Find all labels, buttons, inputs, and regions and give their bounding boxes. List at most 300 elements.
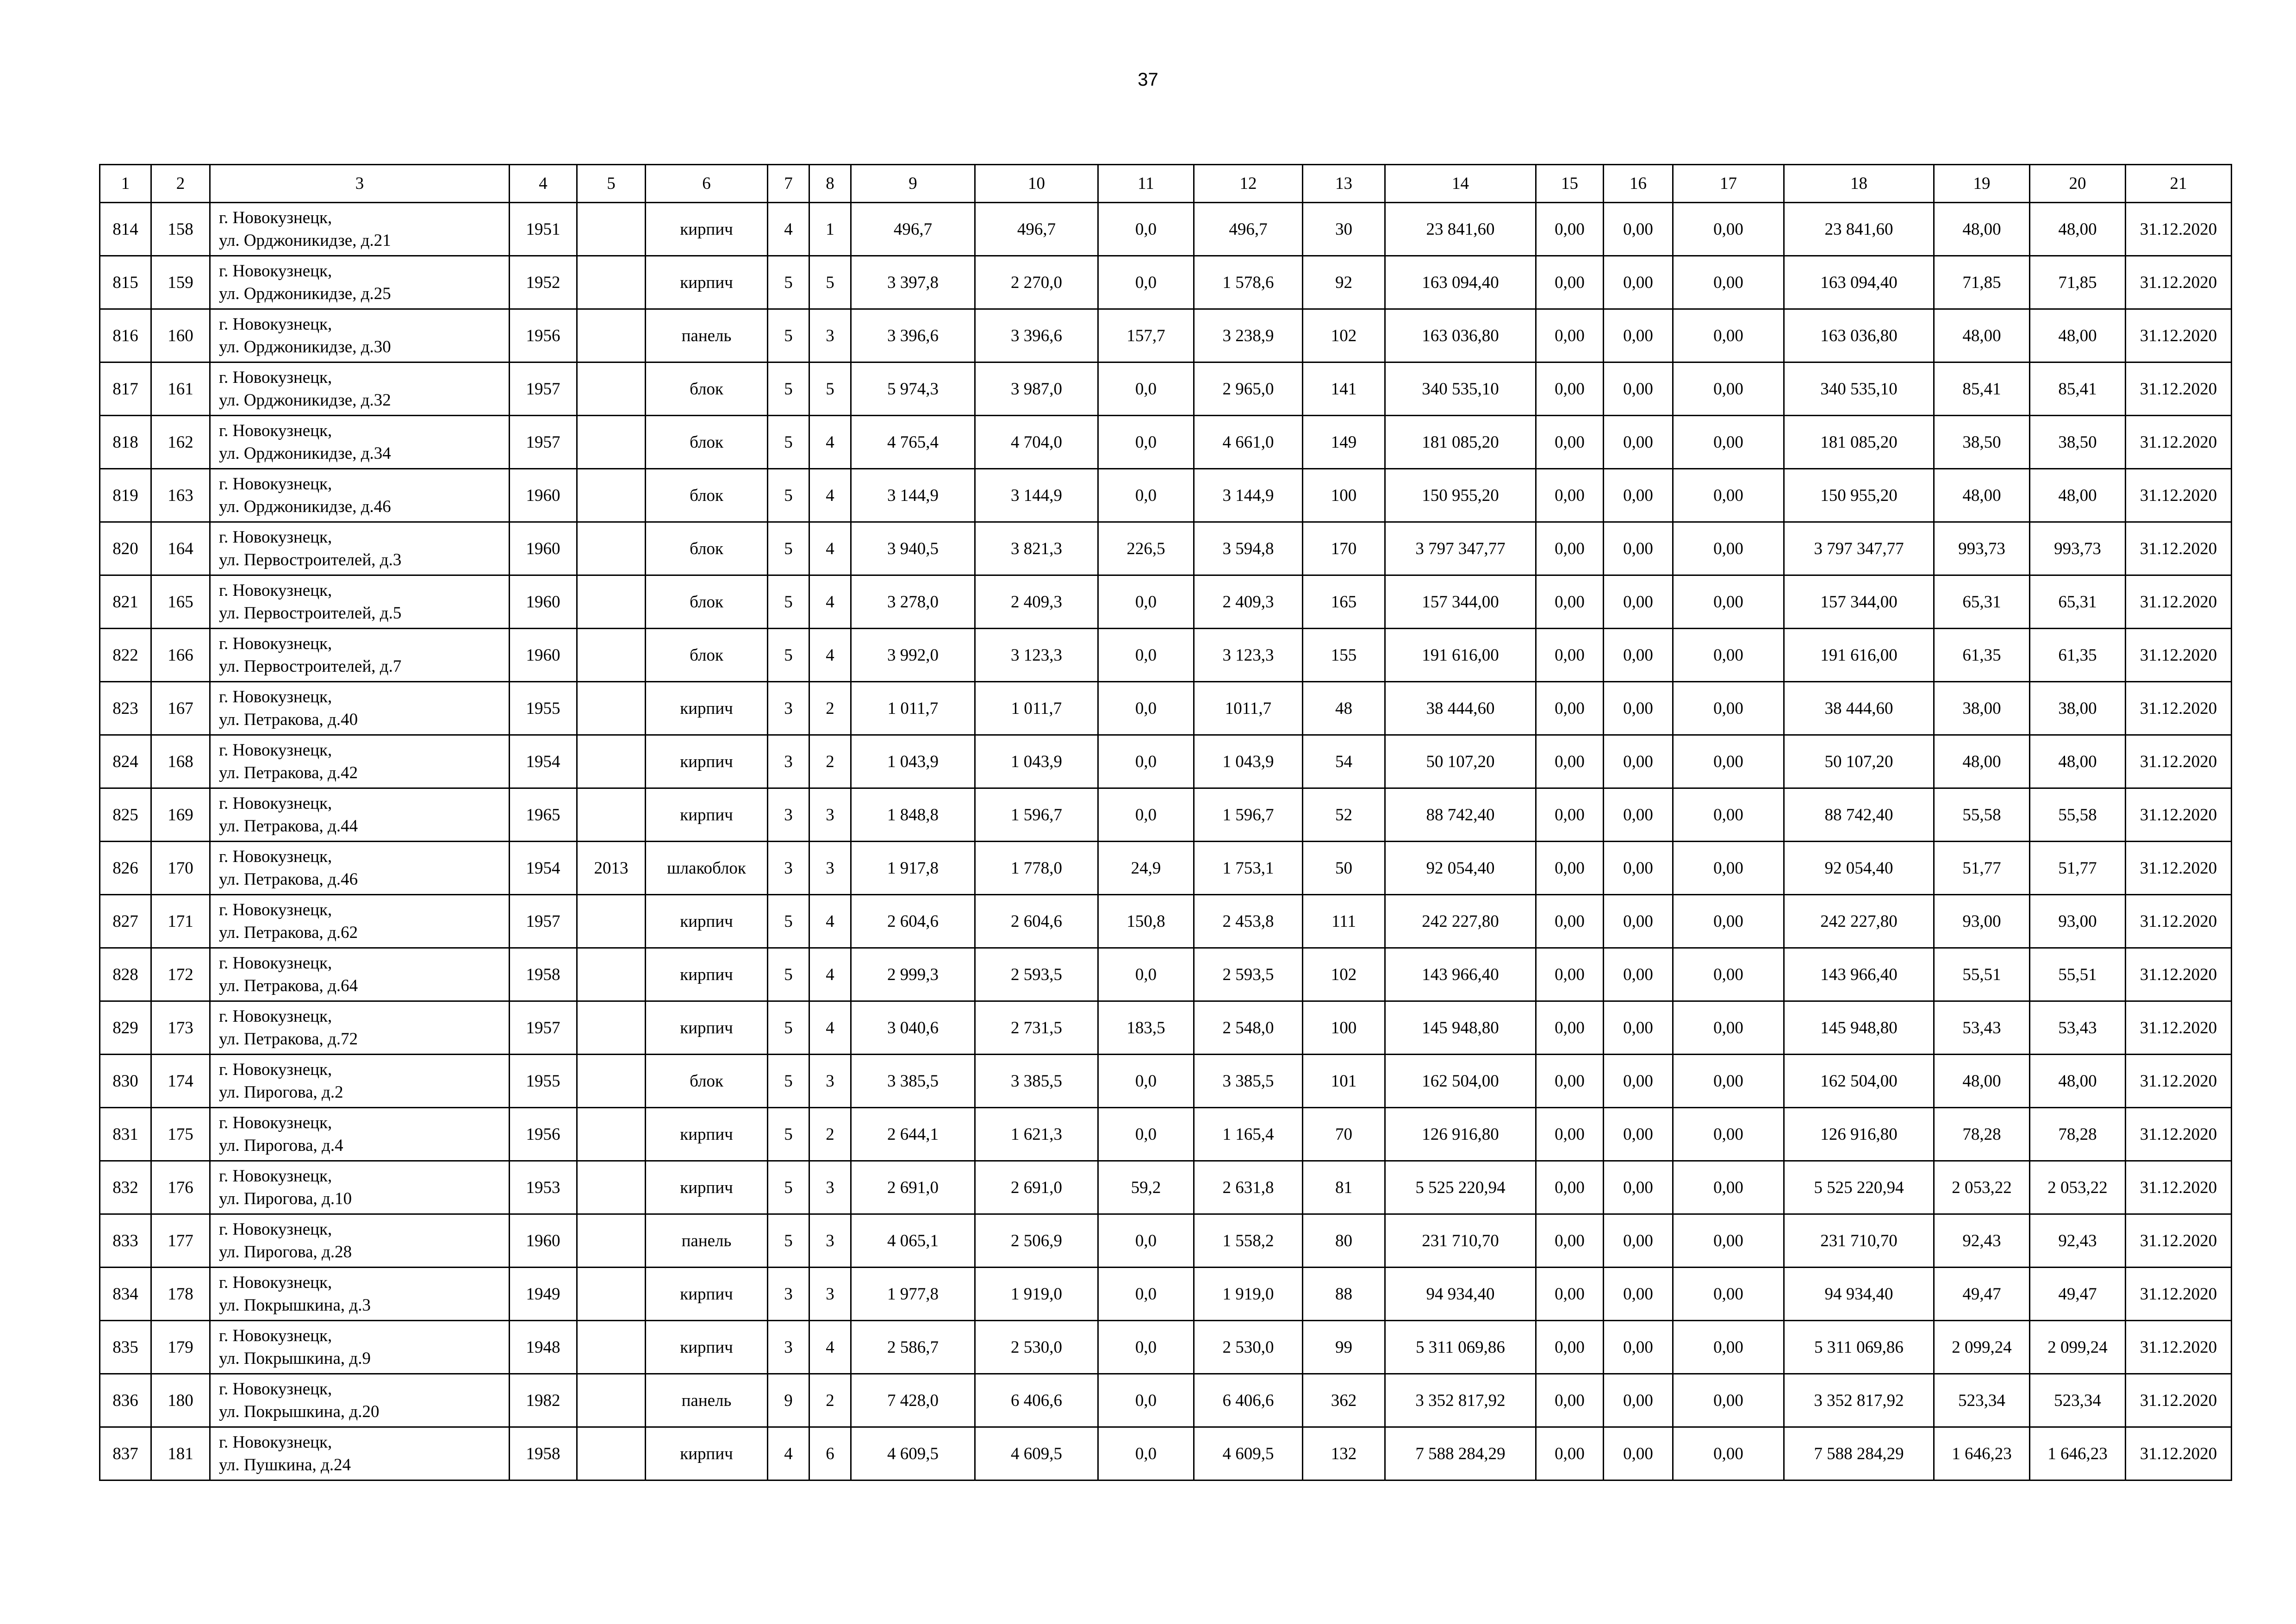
column-header-8: 8 <box>809 165 851 203</box>
cell-col-19: 53,43 <box>1934 1001 2030 1055</box>
cell-col-14: 94 934,40 <box>1385 1268 1536 1321</box>
cell-col-19: 38,00 <box>1934 682 2030 735</box>
cell-col-15: 0,00 <box>1536 1055 1604 1108</box>
column-header-2: 2 <box>151 165 210 203</box>
cell-col-6: кирпич <box>646 1427 768 1480</box>
cell-col-4: 1958 <box>510 1427 577 1480</box>
table-row <box>100 1214 2232 1268</box>
cell-col-11: 0,0 <box>1098 575 1194 629</box>
column-header-13: 13 <box>1303 165 1385 203</box>
column-header-5: 5 <box>577 165 646 203</box>
address-street: ул. Первостроителей, д.7 <box>219 657 402 676</box>
cell-col-2: 179 <box>151 1321 210 1374</box>
cell-col-10: 6 406,6 <box>975 1374 1098 1427</box>
column-header-1: 1 <box>100 165 151 203</box>
address-street: ул. Петракова, д.40 <box>219 710 358 729</box>
cell-col-10: 4 704,0 <box>975 416 1098 469</box>
column-header-11: 11 <box>1098 165 1194 203</box>
cell-col-13: 170 <box>1303 522 1385 575</box>
cell-col-1: 814 <box>100 203 151 256</box>
cell-col-8: 3 <box>809 309 851 362</box>
cell-col-4: 1955 <box>510 1055 577 1108</box>
cell-col-5 <box>577 256 646 309</box>
cell-col-9: 3 396,6 <box>851 309 975 362</box>
cell-col-11: 0,0 <box>1098 1108 1194 1161</box>
address-cell <box>210 895 510 948</box>
cell-col-15: 0,00 <box>1536 203 1604 256</box>
cell-col-7: 9 <box>768 1374 809 1427</box>
cell-col-9: 1 917,8 <box>851 842 975 895</box>
cell-col-4: 1951 <box>510 203 577 256</box>
cell-col-15: 0,00 <box>1536 1108 1604 1161</box>
cell-col-8: 1 <box>809 203 851 256</box>
address-city: г. Новокузнецк, <box>219 794 332 813</box>
cell-col-5 <box>577 469 646 522</box>
cell-col-18: 5 525 220,94 <box>1784 1161 1934 1214</box>
cell-col-18: 7 588 284,29 <box>1784 1427 1934 1480</box>
cell-col-7: 5 <box>768 575 809 629</box>
cell-col-12: 1 753,1 <box>1194 842 1303 895</box>
cell-col-9: 4 065,1 <box>851 1214 975 1268</box>
cell-col-13: 80 <box>1303 1214 1385 1268</box>
address-city: г. Новокузнецк, <box>219 1433 332 1452</box>
address-cell <box>210 309 510 362</box>
cell-col-10: 3 123,3 <box>975 629 1098 682</box>
cell-col-13: 100 <box>1303 1001 1385 1055</box>
cell-col-12: 1 043,9 <box>1194 735 1303 788</box>
cell-col-8: 4 <box>809 1321 851 1374</box>
cell-col-10: 2 409,3 <box>975 575 1098 629</box>
cell-col-16: 0,00 <box>1604 1161 1673 1214</box>
address-cell <box>210 1268 510 1321</box>
cell-col-1: 830 <box>100 1055 151 1108</box>
cell-col-1: 823 <box>100 682 151 735</box>
cell-col-6: кирпич <box>646 203 768 256</box>
cell-col-2: 165 <box>151 575 210 629</box>
cell-col-1: 836 <box>100 1374 151 1427</box>
cell-col-1: 822 <box>100 629 151 682</box>
cell-col-4: 1955 <box>510 682 577 735</box>
cell-col-2: 177 <box>151 1214 210 1268</box>
cell-col-11: 0,0 <box>1098 1214 1194 1268</box>
address-city: г. Новокузнецк, <box>219 954 332 973</box>
cell-col-18: 23 841,60 <box>1784 203 1934 256</box>
cell-col-20: 61,35 <box>2030 629 2126 682</box>
cell-col-9: 7 428,0 <box>851 1374 975 1427</box>
cell-col-18: 231 710,70 <box>1784 1214 1934 1268</box>
cell-col-5 <box>577 575 646 629</box>
cell-col-17: 0,00 <box>1673 1001 1784 1055</box>
cell-col-7: 5 <box>768 522 809 575</box>
address-street: ул. Покрышкина, д.9 <box>219 1349 371 1368</box>
cell-col-11: 0,0 <box>1098 948 1194 1001</box>
cell-col-18: 3 352 817,92 <box>1784 1374 1934 1427</box>
cell-col-20: 48,00 <box>2030 735 2126 788</box>
cell-col-15: 0,00 <box>1536 1321 1604 1374</box>
cell-col-12: 2 409,3 <box>1194 575 1303 629</box>
table-row <box>100 682 2232 735</box>
column-header-15: 15 <box>1536 165 1604 203</box>
cell-col-5 <box>577 788 646 842</box>
cell-col-12: 1 165,4 <box>1194 1108 1303 1161</box>
cell-col-16: 0,00 <box>1604 1374 1673 1427</box>
cell-col-21: 31.12.2020 <box>2126 1055 2232 1108</box>
cell-col-5 <box>577 735 646 788</box>
cell-col-16: 0,00 <box>1604 1055 1673 1108</box>
address-street: ул. Орджоникидзе, д.21 <box>219 231 391 250</box>
cell-col-12: 2 530,0 <box>1194 1321 1303 1374</box>
cell-col-17: 0,00 <box>1673 842 1784 895</box>
address-cell <box>210 1055 510 1108</box>
cell-col-15: 0,00 <box>1536 895 1604 948</box>
cell-col-11: 0,0 <box>1098 203 1194 256</box>
cell-col-15: 0,00 <box>1536 948 1604 1001</box>
cell-col-14: 92 054,40 <box>1385 842 1536 895</box>
cell-col-16: 0,00 <box>1604 948 1673 1001</box>
cell-col-6: кирпич <box>646 735 768 788</box>
cell-col-4: 1952 <box>510 256 577 309</box>
cell-col-15: 0,00 <box>1536 629 1604 682</box>
cell-col-5 <box>577 362 646 416</box>
address-city: г. Новокузнецк, <box>219 741 332 760</box>
cell-col-11: 0,0 <box>1098 788 1194 842</box>
cell-col-10: 2 604,6 <box>975 895 1098 948</box>
cell-col-4: 1957 <box>510 895 577 948</box>
cell-col-19: 65,31 <box>1934 575 2030 629</box>
cell-col-10: 2 530,0 <box>975 1321 1098 1374</box>
cell-col-20: 38,50 <box>2030 416 2126 469</box>
cell-col-15: 0,00 <box>1536 682 1604 735</box>
table-body <box>100 203 2232 1480</box>
cell-col-12: 4 609,5 <box>1194 1427 1303 1480</box>
cell-col-21: 31.12.2020 <box>2126 416 2232 469</box>
cell-col-4: 1958 <box>510 948 577 1001</box>
cell-col-11: 226,5 <box>1098 522 1194 575</box>
cell-col-11: 0,0 <box>1098 362 1194 416</box>
cell-col-21: 31.12.2020 <box>2126 895 2232 948</box>
cell-col-9: 3 278,0 <box>851 575 975 629</box>
cell-col-7: 3 <box>768 842 809 895</box>
cell-col-4: 1954 <box>510 735 577 788</box>
cell-col-20: 2 099,24 <box>2030 1321 2126 1374</box>
cell-col-6: блок <box>646 522 768 575</box>
cell-col-19: 993,73 <box>1934 522 2030 575</box>
cell-col-13: 81 <box>1303 1161 1385 1214</box>
cell-col-15: 0,00 <box>1536 309 1604 362</box>
cell-col-1: 824 <box>100 735 151 788</box>
cell-col-16: 0,00 <box>1604 309 1673 362</box>
cell-col-17: 0,00 <box>1673 1108 1784 1161</box>
cell-col-16: 0,00 <box>1604 522 1673 575</box>
cell-col-16: 0,00 <box>1604 895 1673 948</box>
cell-col-1: 819 <box>100 469 151 522</box>
cell-col-7: 3 <box>768 682 809 735</box>
cell-col-8: 3 <box>809 788 851 842</box>
cell-col-16: 0,00 <box>1604 788 1673 842</box>
cell-col-19: 48,00 <box>1934 1055 2030 1108</box>
cell-col-11: 0,0 <box>1098 682 1194 735</box>
cell-col-14: 163 036,80 <box>1385 309 1536 362</box>
address-street: ул. Петракова, д.44 <box>219 817 358 836</box>
cell-col-11: 59,2 <box>1098 1161 1194 1214</box>
cell-col-10: 2 270,0 <box>975 256 1098 309</box>
cell-col-20: 1 646,23 <box>2030 1427 2126 1480</box>
cell-col-5 <box>577 1055 646 1108</box>
cell-col-9: 1 043,9 <box>851 735 975 788</box>
cell-col-18: 145 948,80 <box>1784 1001 1934 1055</box>
cell-col-6: кирпич <box>646 1001 768 1055</box>
cell-col-6: блок <box>646 629 768 682</box>
cell-col-6: кирпич <box>646 682 768 735</box>
address-cell <box>210 469 510 522</box>
cell-col-14: 162 504,00 <box>1385 1055 1536 1108</box>
cell-col-16: 0,00 <box>1604 842 1673 895</box>
cell-col-18: 340 535,10 <box>1784 362 1934 416</box>
cell-col-17: 0,00 <box>1673 309 1784 362</box>
cell-col-12: 2 631,8 <box>1194 1161 1303 1214</box>
cell-col-10: 1 043,9 <box>975 735 1098 788</box>
cell-col-19: 49,47 <box>1934 1268 2030 1321</box>
cell-col-8: 4 <box>809 948 851 1001</box>
cell-col-13: 111 <box>1303 895 1385 948</box>
cell-col-17: 0,00 <box>1673 1374 1784 1427</box>
cell-col-10: 1 621,3 <box>975 1108 1098 1161</box>
cell-col-19: 2 053,22 <box>1934 1161 2030 1214</box>
cell-col-17: 0,00 <box>1673 256 1784 309</box>
cell-col-1: 817 <box>100 362 151 416</box>
cell-col-12: 2 548,0 <box>1194 1001 1303 1055</box>
cell-col-15: 0,00 <box>1536 522 1604 575</box>
address-city: г. Новокузнецк, <box>219 1167 332 1186</box>
cell-col-4: 1956 <box>510 309 577 362</box>
cell-col-20: 92,43 <box>2030 1214 2126 1268</box>
cell-col-14: 157 344,00 <box>1385 575 1536 629</box>
cell-col-4: 1953 <box>510 1161 577 1214</box>
cell-col-9: 2 691,0 <box>851 1161 975 1214</box>
cell-col-15: 0,00 <box>1536 788 1604 842</box>
cell-col-7: 5 <box>768 256 809 309</box>
cell-col-11: 0,0 <box>1098 1055 1194 1108</box>
cell-col-1: 825 <box>100 788 151 842</box>
cell-col-21: 31.12.2020 <box>2126 309 2232 362</box>
cell-col-20: 2 053,22 <box>2030 1161 2126 1214</box>
address-city: г. Новокузнецк, <box>219 315 332 334</box>
cell-col-18: 242 227,80 <box>1784 895 1934 948</box>
cell-col-9: 4 609,5 <box>851 1427 975 1480</box>
address-city: г. Новокузнецк, <box>219 1113 332 1132</box>
cell-col-17: 0,00 <box>1673 362 1784 416</box>
cell-col-2: 168 <box>151 735 210 788</box>
table-row <box>100 309 2232 362</box>
cell-col-5 <box>577 895 646 948</box>
cell-col-6: панель <box>646 1214 768 1268</box>
cell-col-12: 3 385,5 <box>1194 1055 1303 1108</box>
cell-col-6: блок <box>646 575 768 629</box>
cell-col-15: 0,00 <box>1536 1374 1604 1427</box>
cell-col-12: 496,7 <box>1194 203 1303 256</box>
table-row <box>100 1001 2232 1055</box>
cell-col-6: блок <box>646 469 768 522</box>
address-street: ул. Пирогова, д.2 <box>219 1083 343 1102</box>
cell-col-9: 2 644,1 <box>851 1108 975 1161</box>
address-city: г. Новокузнецк, <box>219 1380 332 1399</box>
cell-col-21: 31.12.2020 <box>2126 469 2232 522</box>
table-row <box>100 629 2232 682</box>
address-street: ул. Орджоникидзе, д.30 <box>219 337 391 356</box>
cell-col-20: 65,31 <box>2030 575 2126 629</box>
cell-col-17: 0,00 <box>1673 895 1784 948</box>
cell-col-14: 88 742,40 <box>1385 788 1536 842</box>
address-street: ул. Петракова, д.64 <box>219 976 358 995</box>
cell-col-14: 191 616,00 <box>1385 629 1536 682</box>
address-city: г. Новокузнецк, <box>219 475 332 493</box>
cell-col-7: 3 <box>768 1321 809 1374</box>
column-header-6: 6 <box>646 165 768 203</box>
address-street: ул. Петракова, д.42 <box>219 763 358 782</box>
cell-col-5 <box>577 1214 646 1268</box>
column-header-20: 20 <box>2030 165 2126 203</box>
cell-col-16: 0,00 <box>1604 416 1673 469</box>
cell-col-8: 3 <box>809 1214 851 1268</box>
cell-col-21: 31.12.2020 <box>2126 629 2232 682</box>
cell-col-16: 0,00 <box>1604 362 1673 416</box>
column-header-4: 4 <box>510 165 577 203</box>
cell-col-4: 1957 <box>510 362 577 416</box>
cell-col-13: 70 <box>1303 1108 1385 1161</box>
cell-col-12: 1 578,6 <box>1194 256 1303 309</box>
cell-col-7: 5 <box>768 948 809 1001</box>
cell-col-20: 53,43 <box>2030 1001 2126 1055</box>
cell-col-2: 163 <box>151 469 210 522</box>
address-cell <box>210 735 510 788</box>
address-street: ул. Покрышкина, д.3 <box>219 1296 371 1315</box>
cell-col-19: 48,00 <box>1934 309 2030 362</box>
cell-col-12: 6 406,6 <box>1194 1374 1303 1427</box>
cell-col-7: 5 <box>768 469 809 522</box>
page-number: 37 <box>1138 69 1158 90</box>
column-header-9: 9 <box>851 165 975 203</box>
address-street: ул. Петракова, д.46 <box>219 870 358 889</box>
table-row <box>100 1321 2232 1374</box>
cell-col-17: 0,00 <box>1673 1427 1784 1480</box>
address-cell <box>210 842 510 895</box>
cell-col-2: 159 <box>151 256 210 309</box>
cell-col-21: 31.12.2020 <box>2126 203 2232 256</box>
cell-col-11: 0,0 <box>1098 256 1194 309</box>
cell-col-11: 0,0 <box>1098 1427 1194 1480</box>
address-cell <box>210 416 510 469</box>
cell-col-11: 24,9 <box>1098 842 1194 895</box>
cell-col-18: 92 054,40 <box>1784 842 1934 895</box>
cell-col-21: 31.12.2020 <box>2126 1427 2232 1480</box>
cell-col-13: 48 <box>1303 682 1385 735</box>
cell-col-10: 4 609,5 <box>975 1427 1098 1480</box>
cell-col-8: 4 <box>809 416 851 469</box>
cell-col-14: 7 588 284,29 <box>1385 1427 1536 1480</box>
cell-col-4: 1960 <box>510 629 577 682</box>
cell-col-14: 50 107,20 <box>1385 735 1536 788</box>
address-cell <box>210 575 510 629</box>
cell-col-13: 100 <box>1303 469 1385 522</box>
table-header <box>100 165 2232 203</box>
cell-col-6: панель <box>646 309 768 362</box>
cell-col-9: 2 999,3 <box>851 948 975 1001</box>
cell-col-20: 523,34 <box>2030 1374 2126 1427</box>
table-row <box>100 735 2232 788</box>
cell-col-13: 149 <box>1303 416 1385 469</box>
cell-col-6: кирпич <box>646 948 768 1001</box>
cell-col-7: 3 <box>768 788 809 842</box>
cell-col-20: 48,00 <box>2030 469 2126 522</box>
cell-col-13: 54 <box>1303 735 1385 788</box>
address-street: ул. Орджоникидзе, д.25 <box>219 284 391 303</box>
cell-col-12: 3 594,8 <box>1194 522 1303 575</box>
cell-col-8: 4 <box>809 469 851 522</box>
cell-col-7: 5 <box>768 1214 809 1268</box>
cell-col-10: 3 385,5 <box>975 1055 1098 1108</box>
address-street: ул. Пирогова, д.10 <box>219 1189 352 1208</box>
address-city: г. Новокузнецк, <box>219 1326 332 1345</box>
cell-col-4: 1960 <box>510 522 577 575</box>
cell-col-18: 157 344,00 <box>1784 575 1934 629</box>
column-header-10: 10 <box>975 165 1098 203</box>
cell-col-14: 23 841,60 <box>1385 203 1536 256</box>
cell-col-4: 1960 <box>510 575 577 629</box>
cell-col-18: 163 094,40 <box>1784 256 1934 309</box>
cell-col-2: 175 <box>151 1108 210 1161</box>
cell-col-20: 55,58 <box>2030 788 2126 842</box>
cell-col-6: панель <box>646 1374 768 1427</box>
cell-col-17: 0,00 <box>1673 522 1784 575</box>
cell-col-11: 0,0 <box>1098 735 1194 788</box>
cell-col-14: 150 955,20 <box>1385 469 1536 522</box>
cell-col-18: 162 504,00 <box>1784 1055 1934 1108</box>
cell-col-7: 5 <box>768 1001 809 1055</box>
cell-col-8: 5 <box>809 362 851 416</box>
address-street: ул. Пирогова, д.28 <box>219 1243 352 1262</box>
cell-col-1: 828 <box>100 948 151 1001</box>
cell-col-21: 31.12.2020 <box>2126 1374 2232 1427</box>
address-street: ул. Покрышкина, д.20 <box>219 1402 380 1421</box>
cell-col-10: 3 821,3 <box>975 522 1098 575</box>
cell-col-19: 92,43 <box>1934 1214 2030 1268</box>
cell-col-14: 145 948,80 <box>1385 1001 1536 1055</box>
cell-col-9: 2 586,7 <box>851 1321 975 1374</box>
cell-col-15: 0,00 <box>1536 1427 1604 1480</box>
address-city: г. Новокузнецк, <box>219 528 332 547</box>
cell-col-1: 826 <box>100 842 151 895</box>
cell-col-20: 85,41 <box>2030 362 2126 416</box>
cell-col-20: 93,00 <box>2030 895 2126 948</box>
cell-col-10: 1 919,0 <box>975 1268 1098 1321</box>
address-street: ул. Орджоникидзе, д.46 <box>219 497 391 516</box>
cell-col-16: 0,00 <box>1604 629 1673 682</box>
cell-col-1: 816 <box>100 309 151 362</box>
cell-col-13: 165 <box>1303 575 1385 629</box>
cell-col-12: 1 919,0 <box>1194 1268 1303 1321</box>
cell-col-20: 55,51 <box>2030 948 2126 1001</box>
cell-col-2: 171 <box>151 895 210 948</box>
cell-col-6: кирпич <box>646 1161 768 1214</box>
cell-col-5 <box>577 1374 646 1427</box>
column-header-18: 18 <box>1784 165 1934 203</box>
table-row <box>100 203 2232 256</box>
address-cell <box>210 1374 510 1427</box>
cell-col-17: 0,00 <box>1673 788 1784 842</box>
cell-col-18: 143 966,40 <box>1784 948 1934 1001</box>
cell-col-7: 5 <box>768 309 809 362</box>
cell-col-13: 155 <box>1303 629 1385 682</box>
